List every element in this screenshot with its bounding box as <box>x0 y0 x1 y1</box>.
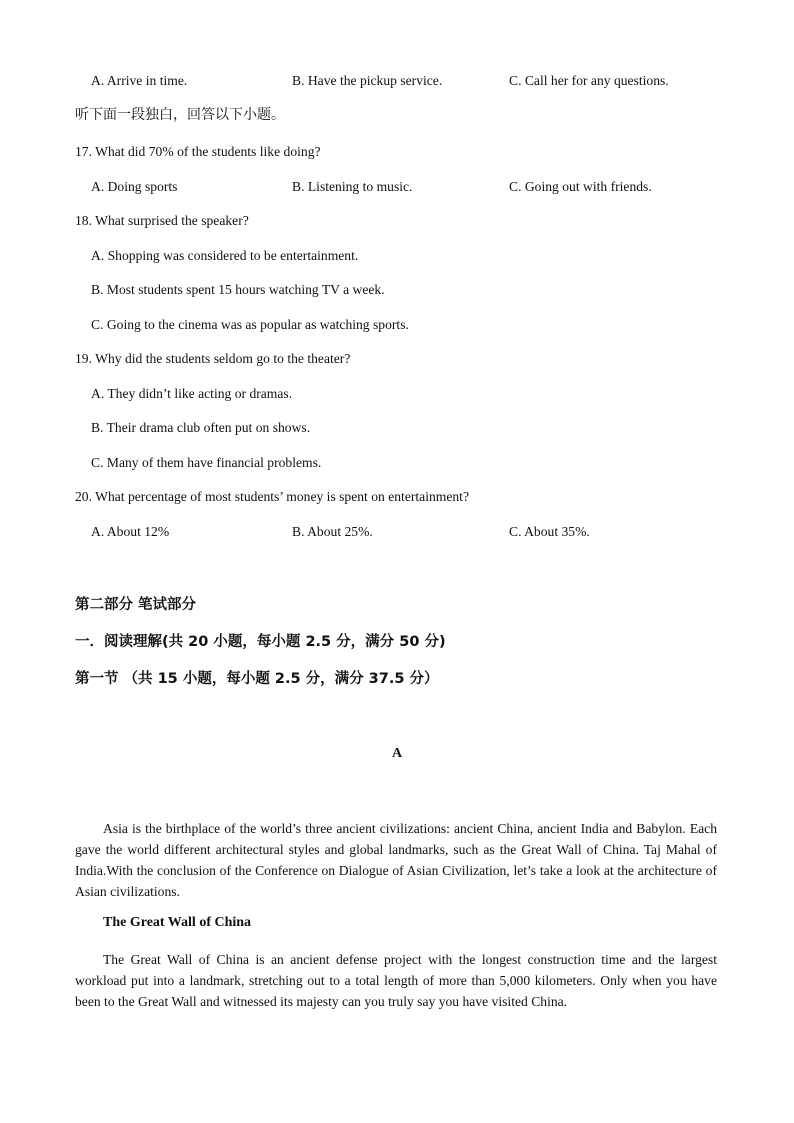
q17-question: 17. What did 70% of the students like doing? <box>75 144 321 159</box>
passage-subtitle: The Great Wall of China <box>103 915 252 930</box>
q16-option-b: B. Have the pickup service. <box>292 73 443 88</box>
q19-question: 19. Why did the students seldom go to the theater? <box>75 351 351 366</box>
q17-option-b: B. Listening to music. <box>292 179 413 194</box>
q17-option-c: C. Going out with friends. <box>509 179 652 194</box>
q20-option-c: C. About 35%. <box>509 524 590 539</box>
q20-option-b: B. About 25%. <box>292 524 373 539</box>
q16-option-c: C. Call her for any questions. <box>509 73 669 88</box>
section1-heading: 第一节 （共 15 小题，每小题 2.5 分，满分 37.5 分） <box>75 671 439 687</box>
q19-option-a: A. They didn’t like acting or dramas. <box>91 386 293 401</box>
passage-intro: Asia is the birthplace of the world’s three ancient civilizations: ancient China, ancient India and Babylon. Each gave the world different architectural styles and global landmarks, such as the Great Wall of China. Taj Mahal of India.With the conclusion of the Conference on Dialogue of Asian Civilization, let’s take a look at the architecture of Asian civilizations. <box>75 821 717 899</box>
q18-option-a: A. Shopping was considered to be entertainment. <box>91 248 359 263</box>
q16-option-a: A. Arrive in time. <box>91 73 188 88</box>
q19-option-b: B. Their drama club often put on shows. <box>91 420 311 435</box>
q18-option-c: C. Going to the cinema was as popular as watching sports. <box>91 317 409 332</box>
section-intro: 听下面一段独白，回答以下小题。 <box>75 107 285 123</box>
part2-title: 第二部分 笔试部分 <box>75 597 197 613</box>
q18-question: 18. What surprised the speaker? <box>75 213 249 228</box>
q20-option-a: A. About 12% <box>91 524 170 539</box>
q20-question: 20. What percentage of most students’ money is spent on entertainment? <box>75 489 469 504</box>
q17-option-a: A. Doing sports <box>91 179 178 194</box>
reading-heading: 一．阅读理解(共 20 小题，每小题 2.5 分，满分 50 分) <box>75 634 446 650</box>
passage-letter: A <box>391 746 403 761</box>
q19-option-c: C. Many of them have financial problems. <box>91 455 322 470</box>
q18-option-b: B. Most students spent 15 hours watching TV a week. <box>91 282 385 297</box>
passage-paragraph: The Great Wall of China is an ancient defense project with the longest construction time and the largest workload put into a landmark, stretching out to a total length of more than 5,000 kilometers. Only when you have been to the Great Wall and witnessed its majesty can you truly say you have visited China. <box>75 952 717 1009</box>
